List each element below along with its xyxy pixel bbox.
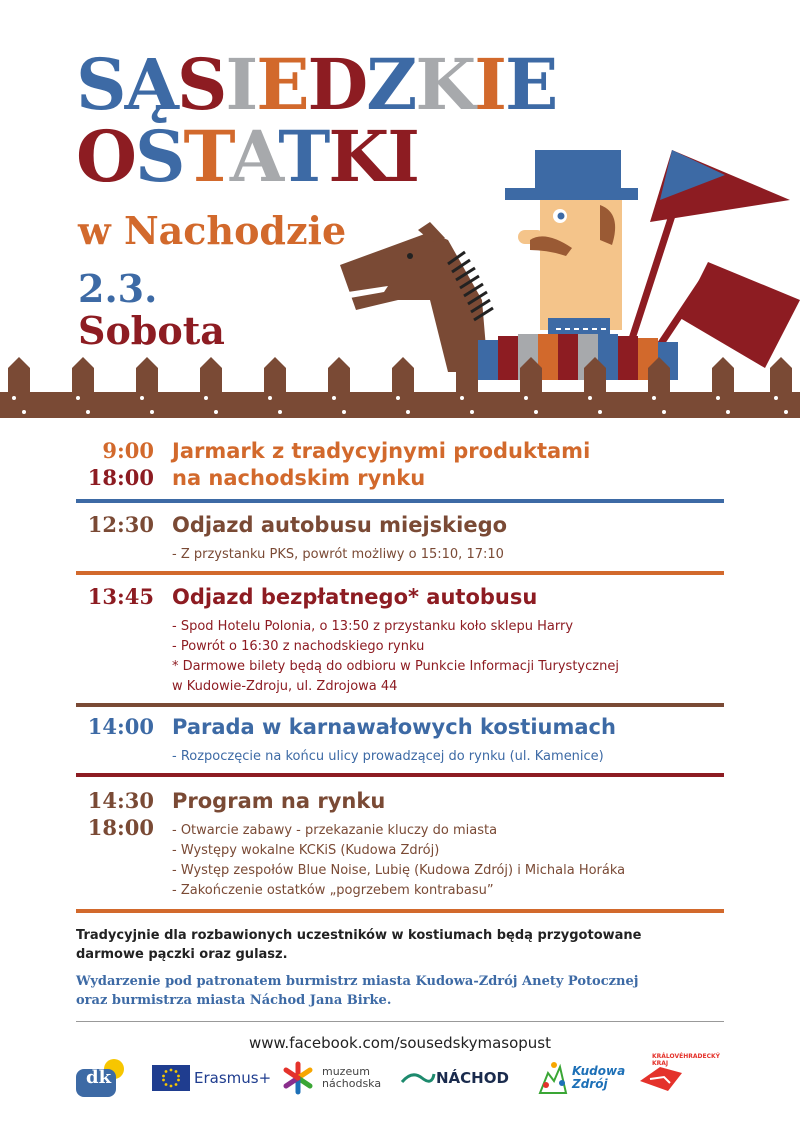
nachod-wave-icon <box>400 1068 436 1088</box>
title-letter: O <box>76 115 135 198</box>
item-heading: Odjazd bezpłatnego* autobusu <box>172 585 538 609</box>
title-line-1 <box>76 43 557 126</box>
kudowa-logo-icon <box>536 1059 570 1097</box>
item-detail: - Z przystanku PKS, powrót możliwy o 15:10, 17:10 <box>172 547 504 562</box>
title-letter: S <box>134 115 184 198</box>
divider <box>76 703 724 707</box>
title-letter: D <box>307 43 367 126</box>
start-time: 13:45 <box>87 584 154 609</box>
website-link[interactable]: www.facebook.com/sousedskymasopust <box>249 1034 551 1052</box>
dk-logo-text: dk <box>86 1067 112 1088</box>
patronage-note <box>76 972 638 1010</box>
eu-flag-icon <box>152 1065 190 1091</box>
item-detail: - Występ zespołów Blue Noise, Lubię (Kudowa Zdrój) i Michala Horáka <box>172 863 626 878</box>
title-letter: K <box>415 43 475 126</box>
kudowa-logo <box>536 1053 636 1103</box>
item-heading: Program na rynku <box>172 789 386 813</box>
sponsor-logos <box>70 1053 750 1103</box>
patronage-line: Wydarzenie pod patronatem burmistrz miasta Kudowa-Zdrój Anety Potocznej <box>76 974 639 989</box>
kraj-line: KRÁLOVÉHRADECKÝ <box>652 1053 720 1060</box>
kudowa-line: Zdrój <box>572 1077 608 1091</box>
muzeum-logo <box>280 1053 400 1103</box>
title-letter: T <box>278 115 329 198</box>
divider <box>76 909 724 913</box>
item-detail: - Otwarcie zabawy - przekazanie kluczy do miasta <box>172 823 498 838</box>
item-detail: - Rozpoczęcie na końcu ulicy prowadzącej do rynku (ul. Kamenice) <box>172 749 604 764</box>
item-detail: w Kudowie-Zdroju, ul. Zdrojowa 44 <box>172 679 398 694</box>
title-letter: E <box>256 43 308 126</box>
closing-line: Tradycyjnie dla rozbawionych uczestników w kostiumach będą przygotowane <box>76 928 642 943</box>
title-letter: I <box>474 43 505 126</box>
item-heading-line2: na nachodskim rynku <box>172 466 426 490</box>
rider-figure-icon <box>505 150 638 340</box>
start-time: 14:00 <box>87 714 154 739</box>
title-letter: T <box>183 115 230 198</box>
end-time: 18:00 <box>87 465 154 490</box>
start-time: 9:00 <box>102 438 154 463</box>
kraj-line: KRAJ <box>652 1060 669 1067</box>
event-date: 2.3. <box>78 266 158 311</box>
fence-icon <box>0 357 800 418</box>
item-detail: * Darmowe bilety będą do odbioru w Punkcie Informacji Turystycznej <box>172 659 619 674</box>
muzeum-line: náchodska <box>322 1077 382 1090</box>
divider <box>76 571 724 575</box>
item-detail: - Zakończenie ostatków „pogrzebem kontrabasu” <box>172 883 494 898</box>
kraj-logo-icon <box>638 1063 684 1093</box>
title-letter: I <box>387 115 418 198</box>
patronage-line: oraz burmistrza miasta Náchod Jana Birke. <box>76 993 392 1008</box>
start-time: 14:30 <box>87 788 154 813</box>
title-letter: S <box>176 43 226 126</box>
muzeum-line: muzeum <box>322 1065 370 1078</box>
item-detail: - Spod Hotelu Polonia, o 13:50 z przystanku koło sklepu Harry <box>172 619 574 634</box>
title-letter: E <box>504 43 557 126</box>
city-subtitle: w Nachodzie <box>78 208 347 253</box>
closing-note <box>76 926 641 964</box>
item-heading: Parada w karnawałowych kostiumach <box>172 715 616 739</box>
item-detail: - Występy wokalne KCKiS (Kudowa Zdrój) <box>172 843 440 858</box>
nachod-logo <box>400 1053 520 1103</box>
carnival-illustration <box>0 150 800 425</box>
event-day: Sobota <box>78 308 225 353</box>
divider <box>76 499 724 503</box>
title-letter: S <box>76 43 125 126</box>
nachod-text: NÁCHOD <box>436 1069 509 1087</box>
item-detail: - Powrót o 16:30 z nachodskiego rynku <box>172 639 425 654</box>
title-letter: Ą <box>124 43 177 126</box>
end-time: 18:00 <box>87 815 154 840</box>
title-letter: A <box>229 115 279 198</box>
title-letter: K <box>328 115 388 198</box>
erasmus-text: Erasmus+ <box>194 1069 272 1087</box>
divider <box>76 1021 724 1022</box>
item-heading: Odjazd autobusu miejskiego <box>172 513 508 537</box>
horse-icon <box>340 222 678 380</box>
divider <box>76 773 724 777</box>
kudowa-line: Kudowa <box>572 1064 626 1078</box>
start-time: 12:30 <box>87 512 154 537</box>
closing-line: darmowe pączki oraz gulasz. <box>76 947 288 962</box>
muzeum-logo-icon <box>280 1060 316 1096</box>
schedule <box>76 438 724 918</box>
title-letter: I <box>225 43 257 126</box>
erasmus-logo <box>152 1053 272 1103</box>
item-heading: Jarmark z tradycyjnymi produktami <box>172 439 591 463</box>
title-letter: Z <box>366 43 416 126</box>
dk-logo <box>72 1053 134 1103</box>
kraj-logo <box>638 1053 748 1103</box>
